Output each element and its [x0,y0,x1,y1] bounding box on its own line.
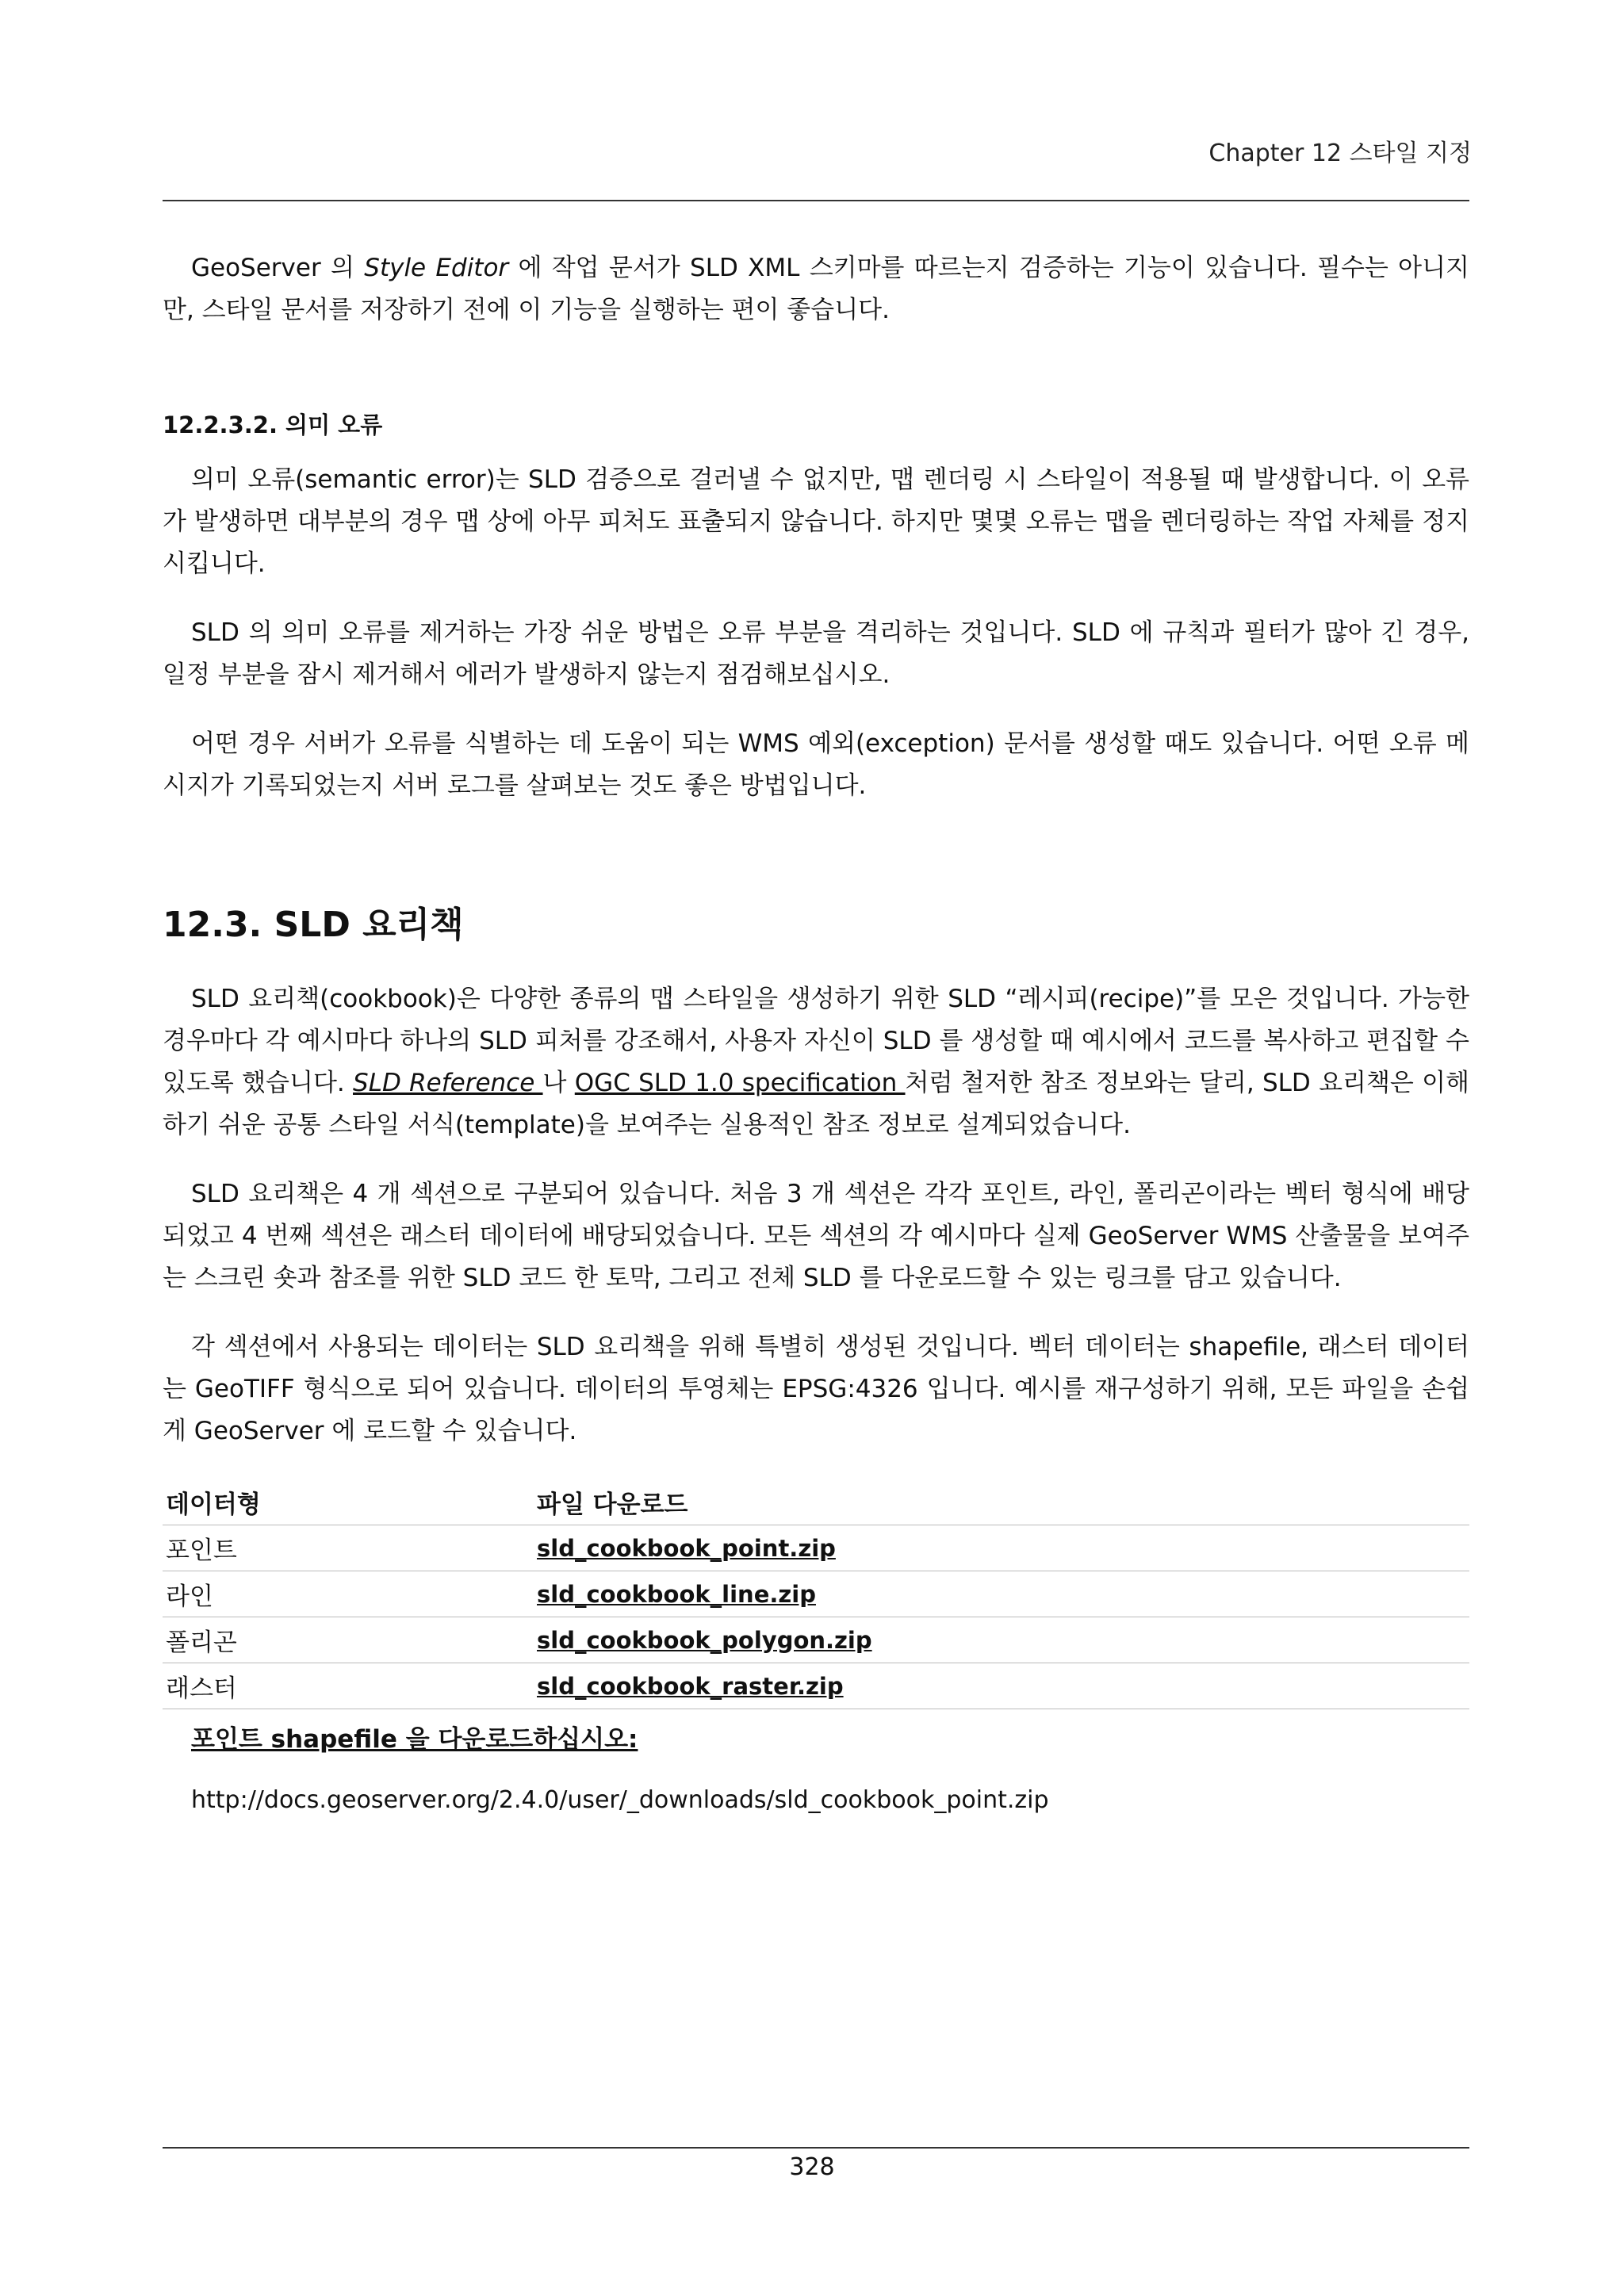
download-link-raster[interactable]: sld_cookbook_raster.zip [537,1672,844,1700]
footer-rule [163,2147,1469,2149]
semantic-error-p2: SLD 의 의미 오류를 제거하는 가장 쉬운 방법은 오류 부분을 격리하는 것입니다. SLD 에 규칙과 필터가 많아 긴 경우, 일정 부분을 잠시 제거해서 에러가 발생하지 않는지 점검해보십시오. [163,618,1469,689]
page-number: 328 [789,2153,835,2181]
table-row [163,1617,1469,1663]
running-header: Chapter 12 스타일 지정 [1208,140,1472,167]
download-link-polygon[interactable]: sld_cookbook_polygon.zip [537,1626,872,1654]
cookbook-p1 [163,978,1469,1146]
intro-style-editor: Style Editor [364,254,509,282]
table-cell-file [534,1663,1469,1709]
intro-text-a: GeoServer 의 [191,254,365,282]
header-rule [163,200,1469,201]
semantic-error-p3: 어떤 경우 서버가 오류를 식별하는 데 도움이 되는 WMS 예외(exception) 문서를 생성할 때도 있습니다. 어떤 오류 메시지가 기록되었는지 서버 로그를 살펴보는 것도 좋은 방법입니다. [163,729,1469,800]
table-header-datatype: 데이터형 [163,1479,534,1525]
table-cell-type: 래스터 [163,1663,534,1709]
ogc-sld-spec-link[interactable]: OGC SLD 1.0 specification [574,1069,906,1097]
cookbook-p3: 각 섹션에서 사용되는 데이터는 SLD 요리책을 위해 특별히 생성된 것입니다. 벡터 데이터는 shapefile, 래스터 데이터는 GeoTIFF 형식으로 되어 있습니다. 데이터의 투영체는 EPSG:4326 입니다. 예시를 재구성하기 위해, 모든 파일을 손쉽게 GeoServer 에 로드할 수 있습니다. [163,1333,1469,1445]
cookbook-p2: SLD 요리책은 4 개 섹션으로 구분되어 있습니다. 처음 3 개 섹션은 각각 포인트, 라인, 폴리곤이라는 벡터 형식에 배당되었고 4 번째 섹션은 래스터 데이터에 배당되었습니다. 모든 섹션의 각 예시마다 실제 GeoServer WMS 산출물을 보여주는 스크린 숏과 참조를 위한 SLD 코드 한 토막, 그리고 전체 SLD 를 다운로드할 수 있는 링크를 담고 있습니다. [163,1180,1469,1292]
section-heading-12232: 12.2.3.2. 의미 오류 [163,411,383,438]
semantic-error-p1: 의미 오류(semantic error)는 SLD 검증으로 걸러낼 수 없지만, 맵 렌더링 시 스타일이 적용될 때 발생합니다. 이 오류가 발생하면 대부분의 경우 맵 상에 아무 피처도 표출되지 않습니다. 하지만 몇몇 오류는 맵을 렌더링하는 작업 자체를 정지시킵니다. [163,465,1469,578]
download-link-point[interactable]: sld_cookbook_point.zip [537,1534,836,1562]
cookbook-p1-text-b: 나 [542,1069,575,1097]
table-cell-file [534,1571,1469,1617]
table-row [163,1571,1469,1617]
table-cell-type: 폴리곤 [163,1617,534,1663]
cookbook-p1-text-a: SLD 요리책(cookbook)은 다양한 종류의 맵 스타일을 생성하기 위한 SLD “레시피(recipe)”를 모은 것입니다. 가능한 경우마다 각 예시마다 하나의 SLD 피처를 강조해서, 사용자 자신이 SLD 를 생성할 때 예시에서 코드를 복사하고 편집할 수 있도록 했습니다. [163,985,1469,1097]
table-cell-file [534,1617,1469,1663]
download-table [163,1479,1469,1709]
table-row [163,1663,1469,1709]
table-header-download: 파일 다운로드 [534,1479,1469,1525]
page-content [163,247,1469,1814]
table-row [163,1525,1469,1571]
download-link-line[interactable]: sld_cookbook_line.zip [537,1580,816,1608]
table-header-row [163,1479,1469,1525]
section-heading-123: 12.3. SLD 요리책 [163,905,464,945]
download-url[interactable]: http://docs.geoserver.org/2.4.0/user/_downloads/sld_cookbook_point.zip [191,1786,1049,1814]
download-point-note[interactable]: 포인트 shapefile 을 다운로드하십시오: [191,1725,638,1754]
intro-paragraph [163,247,1469,331]
cookbook-p1-text-c: 처럼 철저한 참조 정보와는 달리, SLD 요리책은 이해하기 쉬운 공통 스타일 서식(template)을 보여주는 실용적인 참조 정보로 설계되었습니다. [163,1069,1470,1139]
table-cell-type: 라인 [163,1571,534,1617]
table-cell-type: 포인트 [163,1525,534,1571]
sld-reference-link[interactable]: SLD Reference [353,1069,543,1097]
table-cell-file [534,1525,1469,1571]
intro-text-b: 에 작업 문서가 SLD XML 스키마를 따르는지 검증하는 기능이 있습니다. 필수는 아니지만, 스타일 문서를 저장하기 전에 이 기능을 실행하는 편이 좋습니다. [163,254,1469,324]
